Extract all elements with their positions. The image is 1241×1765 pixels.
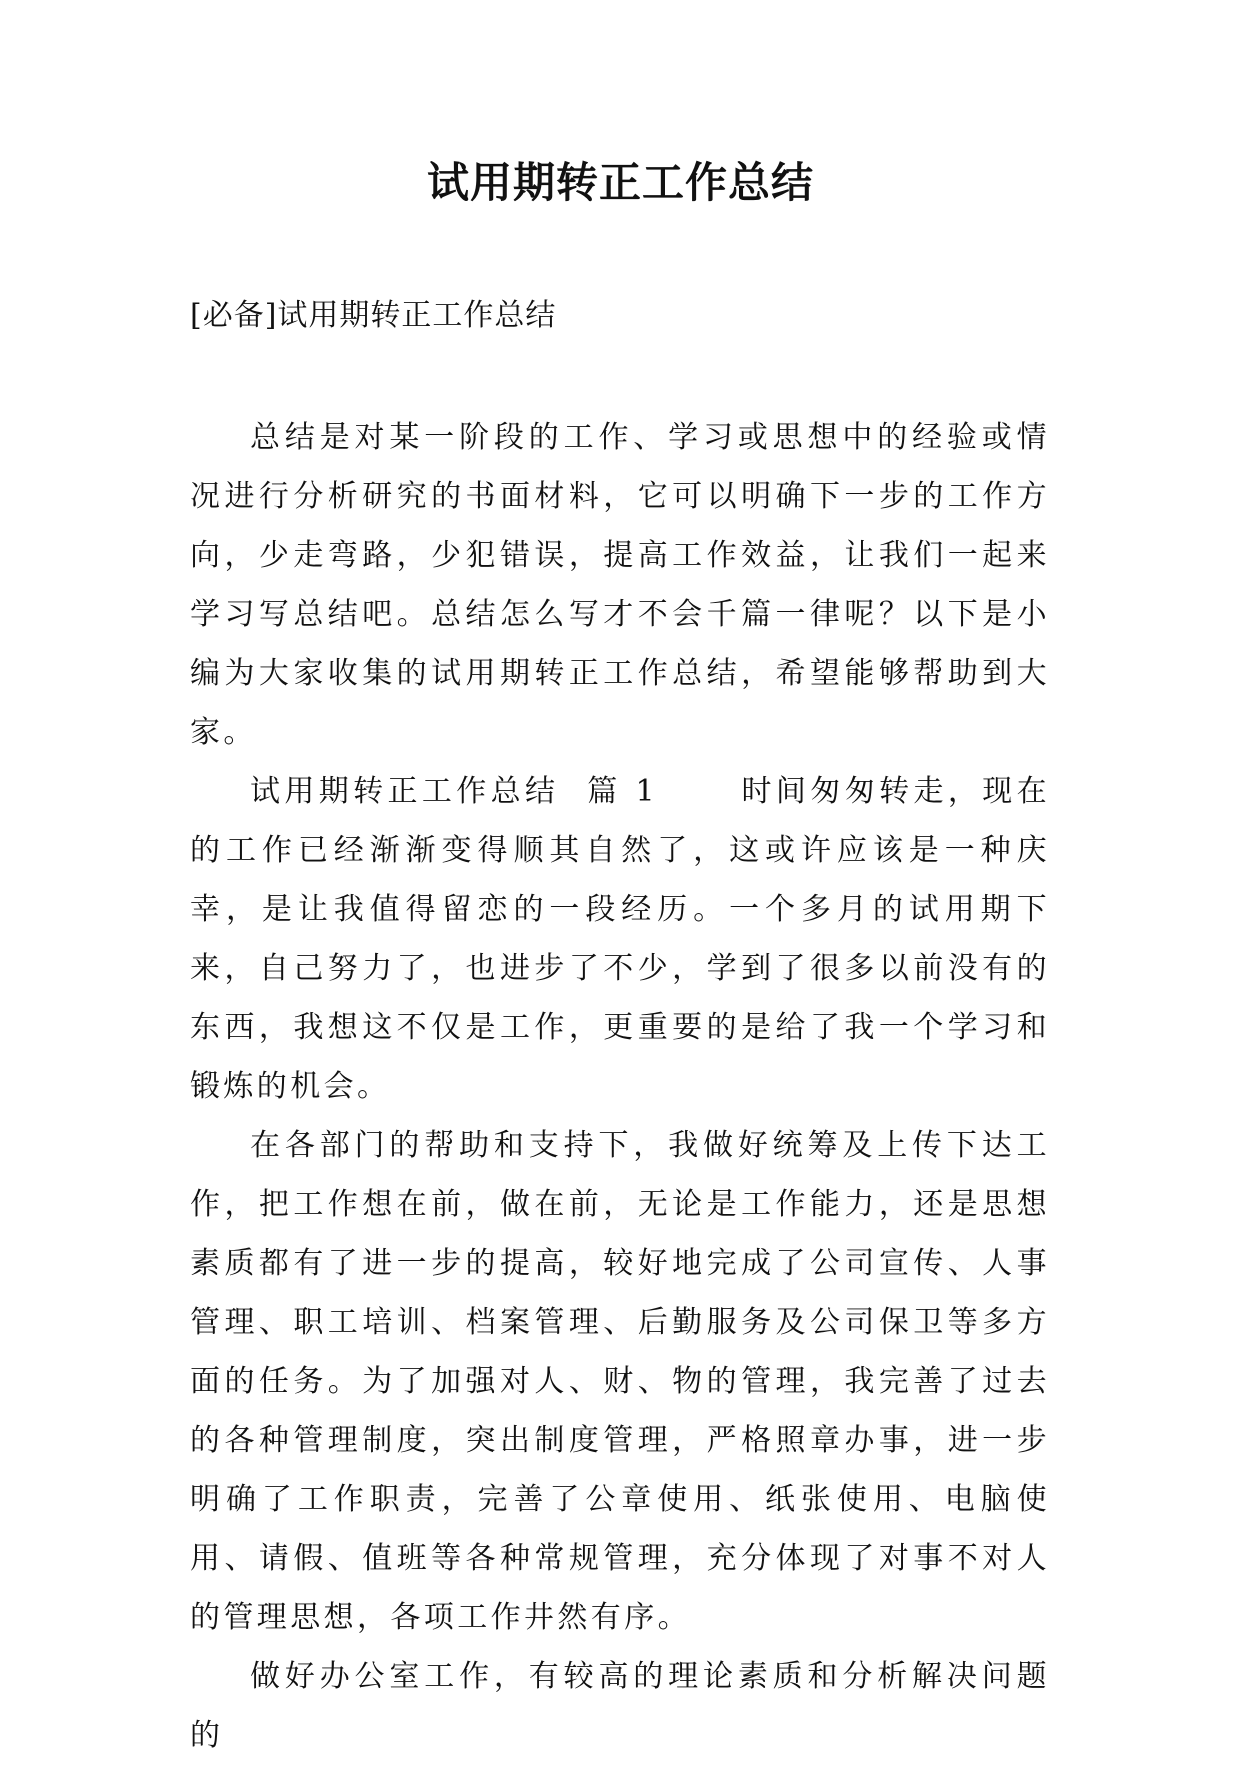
paragraph-intro bbox=[190, 408, 1050, 762]
paragraph-text: 总结是对某一阶段的工作、学习或思想中的经验或情况进行分析研究的书面材料，它可以明确下一步的工作方向，少走弯路，少犯错误，提高工作效益，让我们一起来学习写总结吧。总结怎么写才不会千篇一律呢？以下是小编为大家收集的试用期转正工作总结，希望能够帮助到大家。 bbox=[190, 420, 1050, 750]
paragraph-section-1 bbox=[190, 762, 1050, 1116]
heading-gap bbox=[658, 774, 742, 809]
document-title: 试用期转正工作总结 bbox=[426, 158, 814, 207]
paragraph-text: 做好办公室工作，有较高的理论素质和分析解决问题的 bbox=[190, 1659, 1050, 1753]
paragraph-text: 时间匆匆转走，现在的工作已经渐渐变得顺其自然了，这或许应该是一种庆幸，是让我值得留恋的一段经历。一个多月的试用期下来，自己努力了，也进步了不少，学到了很多以前没有的东西，我想这不仅是工作，更重要的是给了我一个学习和锻炼的机会。 bbox=[190, 774, 1050, 1104]
paragraph-departments bbox=[190, 1116, 1050, 1647]
document-body bbox=[190, 408, 1050, 1765]
paragraph-text: 在各部门的帮助和支持下，我做好统筹及上传下达工作，把工作想在前，做在前，无论是工作能力，还是思想素质都有了进一步的提高，较好地完成了公司宣传、人事管理、职工培训、档案管理、后勤服务及公司保卫等多方面的任务。为了加强对人、财、物的管理，我完善了过去的各种管理制度，突出制度管理，严格照章办事，进一步明确了工作职责，完善了公章使用、纸张使用、电脑使用、请假、值班等各种常规管理，充分体现了对事不对人的管理思想，各项工作井然有序。 bbox=[190, 1128, 1050, 1635]
section-heading: 试用期转正工作总结 篇 1 bbox=[250, 774, 659, 809]
document-subtitle: [必备]试用期转正工作总结 bbox=[190, 298, 557, 333]
paragraph-office-work bbox=[190, 1647, 1050, 1765]
